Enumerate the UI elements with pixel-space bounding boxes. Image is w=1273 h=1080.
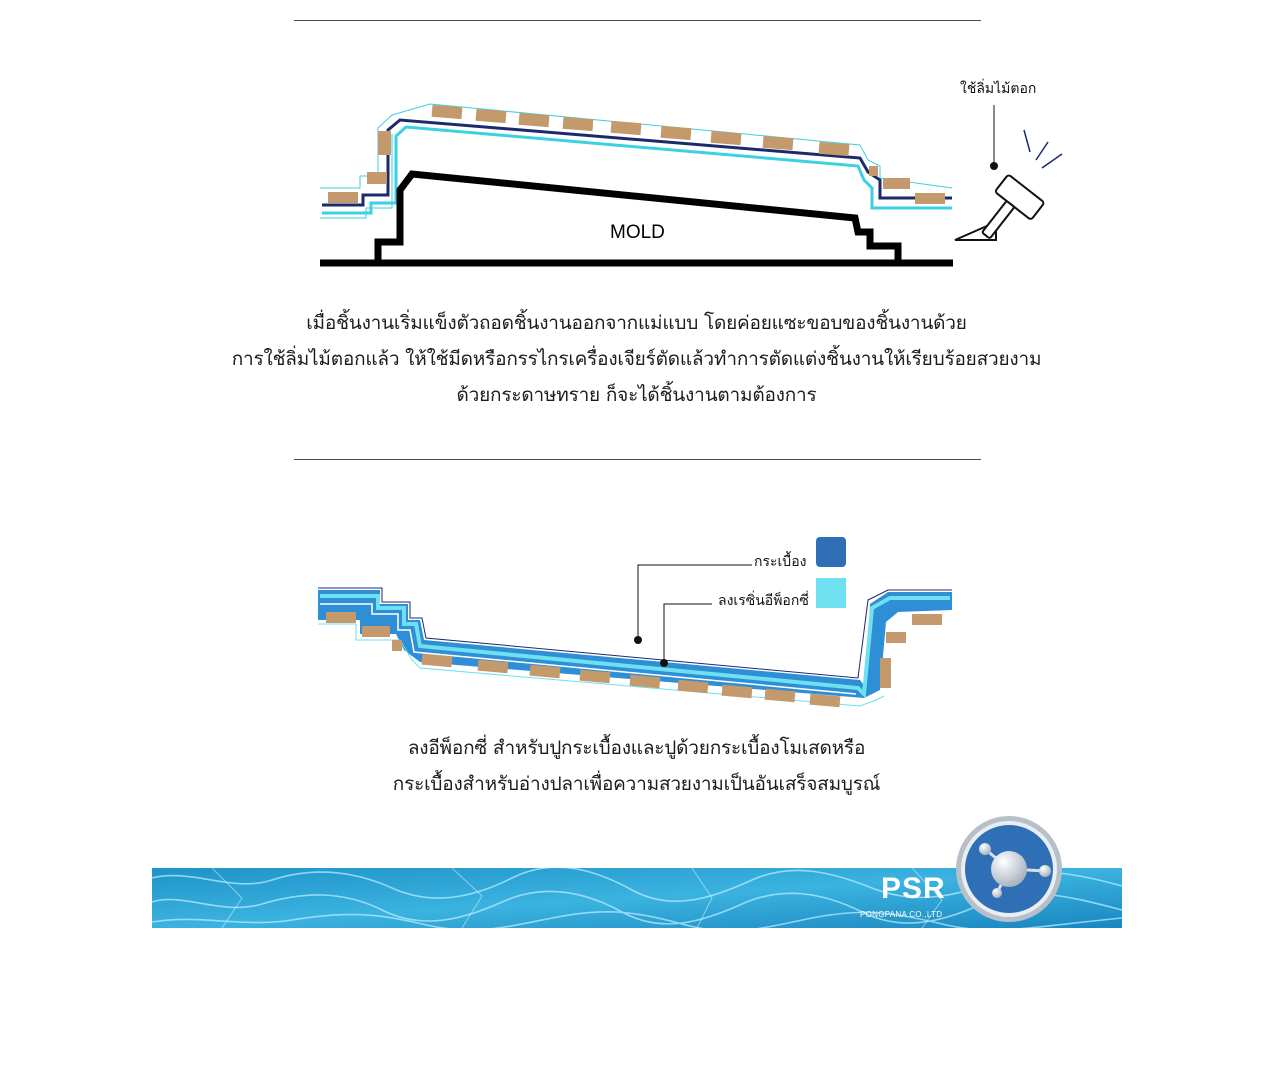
caption-line: การใช้ลิ่มไม้ตอกแล้ว ให้ใช้มีดหรือกรรไกรเครื่องเจียร์ตัดแล้วทำการตัดแต่งชิ้นงานให้เรียบร้อยสวยงาม <box>231 348 1042 370</box>
caption-line: ด้วยกระดาษทราย ก็จะได้ชิ้นงานตามต้องการ <box>456 384 817 406</box>
logo-subtitle: PONGPANA CO.,LTD <box>860 910 943 919</box>
caption-line: เมื่อชิ้นงานเริ่มแข็งตัวถอดชิ้นงานออกจากแม่แบบ โดยค่อยแซะขอบของชิ้นงานด้วย <box>306 312 967 334</box>
legend-resin-label: ลงเรซิ่นอีพ็อกซี่ <box>718 593 809 609</box>
logo-text: PSR <box>881 872 946 905</box>
caption-line: ลงอีพ็อกซี่ สำหรับปูกระเบื้องและปูด้วยกระเบื้องโมเสดหรือ <box>407 737 866 759</box>
tool-label: ใช้ลิ่มไม้ตอก <box>960 81 1037 97</box>
caption-line: กระเบื้องสำหรับอ่างปลาเพื่อความสวยงามเป็นอันเสร็จสมบูรณ์ <box>392 773 881 795</box>
mold-label: MOLD <box>610 222 665 243</box>
molecule-icon <box>955 815 1063 923</box>
caption-tiling <box>0 730 1273 802</box>
legend-tile-label: กระเบื้อง <box>754 554 807 570</box>
legend-resin-swatch <box>816 578 846 608</box>
legend-tile-swatch <box>816 537 846 567</box>
